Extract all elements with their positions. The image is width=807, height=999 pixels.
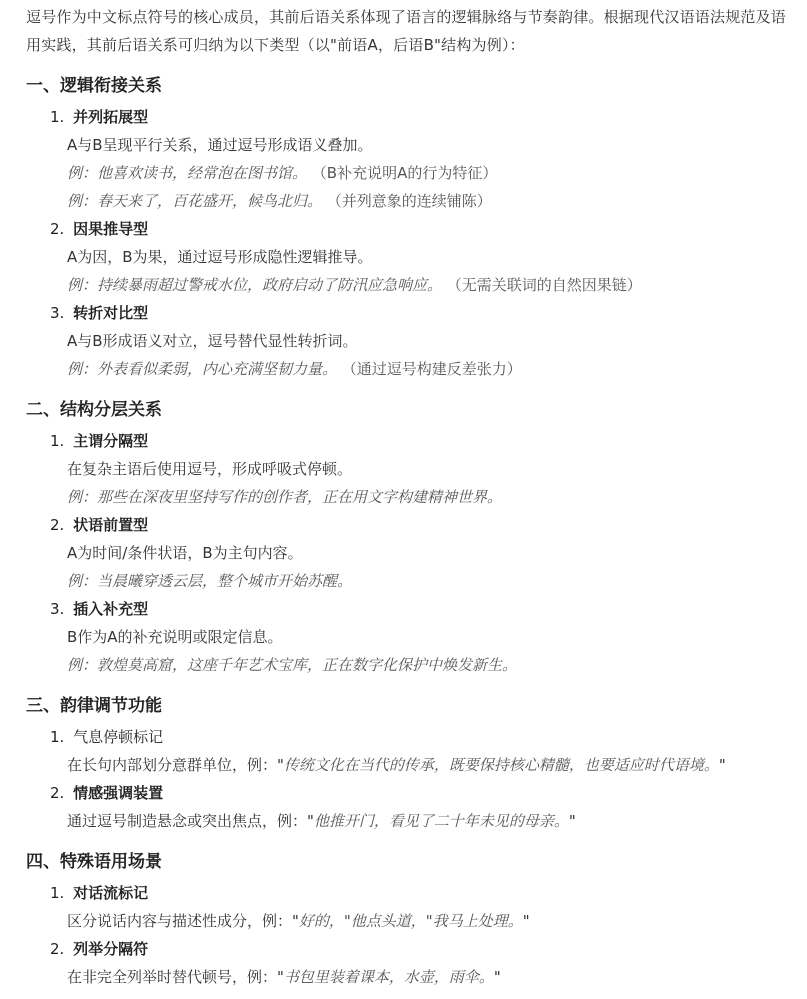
example-text: 例：他喜欢读书，经常泡在图书馆。 <box>67 164 308 182</box>
example-line <box>26 187 800 215</box>
desc-suffix: " <box>493 968 501 986</box>
item-title: 状语前置型 <box>73 516 149 534</box>
item-title: 列举分隔符 <box>73 940 149 958</box>
item-description <box>26 963 800 991</box>
example-text: 例：敦煌莫高窟，这座千年艺术宝库，正在数字化保护中焕发新生。 <box>67 656 518 674</box>
item-description: B作为A的补充说明或限定信息。 <box>67 628 283 646</box>
item-title: 对话流标记 <box>73 884 149 902</box>
example-text: 例：外表看似柔弱，内心充满坚韧力量。 <box>67 360 338 378</box>
example-note: （通过逗号构建反差张力） <box>341 360 522 378</box>
section-rhythm <box>26 679 800 835</box>
item-description: A为因，B为果，通过逗号形成隐性逻辑推导。 <box>67 248 373 266</box>
item-title: 插入补充型 <box>73 600 149 618</box>
item-heading <box>26 299 800 327</box>
item-number: 2. <box>50 220 65 238</box>
section-structure <box>26 383 800 679</box>
desc-quote: 好的，"他点头道，"我马上处理。 <box>298 912 523 930</box>
item-number: 2. <box>50 784 65 802</box>
desc-quote: 书包里装着课本，水壶，雨伞。 <box>283 968 494 986</box>
example-text: 例：那些在深夜里坚持写作的创作者，正在用文字构建精神世界。 <box>67 488 503 506</box>
document <box>26 0 800 991</box>
item-number: 2. <box>50 940 65 958</box>
item-description: A与B形成语义对立，逗号替代显性转折词。 <box>67 332 358 350</box>
item-title: 情感强调装置 <box>73 784 164 802</box>
example-line <box>26 271 800 299</box>
item-title: 因果推导型 <box>73 220 149 238</box>
desc-quote: 传统文化在当代的传承，既要保持核心精髓，也要适应时代语境。 <box>283 756 719 774</box>
intro-paragraph: 逗号作为中文标点符号的核心成员，其前后语关系体现了语言的逻辑脉络与节奏韵律。根据现代汉语语法规范及语用实践，其前后语关系可归纳为以下类型（以"前语A，后语B"结构为例）： <box>26 8 787 54</box>
item-number: 3. <box>50 600 65 618</box>
item-heading <box>26 723 800 751</box>
section-title: 二、结构分层关系 <box>26 400 162 420</box>
example-note: （并列意象的连续铺陈） <box>326 192 492 210</box>
example-note: （无需关联词的自然因果链） <box>446 276 642 294</box>
item-title: 转折对比型 <box>73 304 149 322</box>
section-title: 四、特殊语用场景 <box>26 852 162 872</box>
example-note: （B补充说明A的行为特征） <box>311 164 498 182</box>
desc-suffix: " <box>522 912 530 930</box>
item-title: 主谓分隔型 <box>73 432 149 450</box>
example-line <box>26 355 800 383</box>
section-logic <box>26 59 800 383</box>
section-title: 一、逻辑衔接关系 <box>26 76 162 96</box>
item-description <box>26 751 800 779</box>
item-title: 气息停顿标记 <box>73 728 164 746</box>
example-text: 例：春天来了，百花盛开，候鸟北归。 <box>67 192 323 210</box>
item-heading <box>26 595 800 623</box>
desc-prefix: 在非完全列举时替代顿号，例：" <box>67 968 284 986</box>
section-special <box>26 835 800 991</box>
item-number: 1. <box>50 884 65 902</box>
item-heading <box>26 935 800 963</box>
example-line <box>26 483 800 511</box>
desc-prefix: 区分说话内容与描述性成分，例：" <box>67 912 299 930</box>
item-number: 3. <box>50 304 65 322</box>
example-text: 例：持续暴雨超过警戒水位，政府启动了防汛应急响应。 <box>67 276 443 294</box>
item-number: 1. <box>50 108 65 126</box>
item-number: 1. <box>50 432 65 450</box>
item-heading <box>26 779 800 807</box>
item-heading <box>26 215 800 243</box>
desc-suffix: " <box>718 756 726 774</box>
item-description <box>26 807 800 835</box>
item-heading <box>26 879 800 907</box>
desc-suffix: " <box>568 812 576 830</box>
example-line <box>26 567 800 595</box>
item-heading <box>26 511 800 539</box>
item-title: 并列拓展型 <box>73 108 149 126</box>
section-title: 三、韵律调节功能 <box>26 696 162 716</box>
example-line <box>26 159 800 187</box>
item-description: A与B呈现平行关系，通过逗号形成语义叠加。 <box>67 136 373 154</box>
item-number: 2. <box>50 516 65 534</box>
item-heading <box>26 103 800 131</box>
item-heading <box>26 427 800 455</box>
example-line <box>26 651 800 679</box>
item-description: A为时间/条件状语，B为主句内容。 <box>67 544 303 562</box>
item-description: 在复杂主语后使用逗号，形成呼吸式停顿。 <box>67 460 353 478</box>
example-text: 例：当晨曦穿透云层，整个城市开始苏醒。 <box>67 572 353 590</box>
item-description <box>26 907 800 935</box>
desc-prefix: 通过逗号制造悬念或突出焦点，例：" <box>67 812 314 830</box>
item-number: 1. <box>50 728 65 746</box>
desc-quote: 他推开门，看见了二十年未见的母亲。 <box>313 812 569 830</box>
desc-prefix: 在长句内部划分意群单位，例：" <box>67 756 284 774</box>
